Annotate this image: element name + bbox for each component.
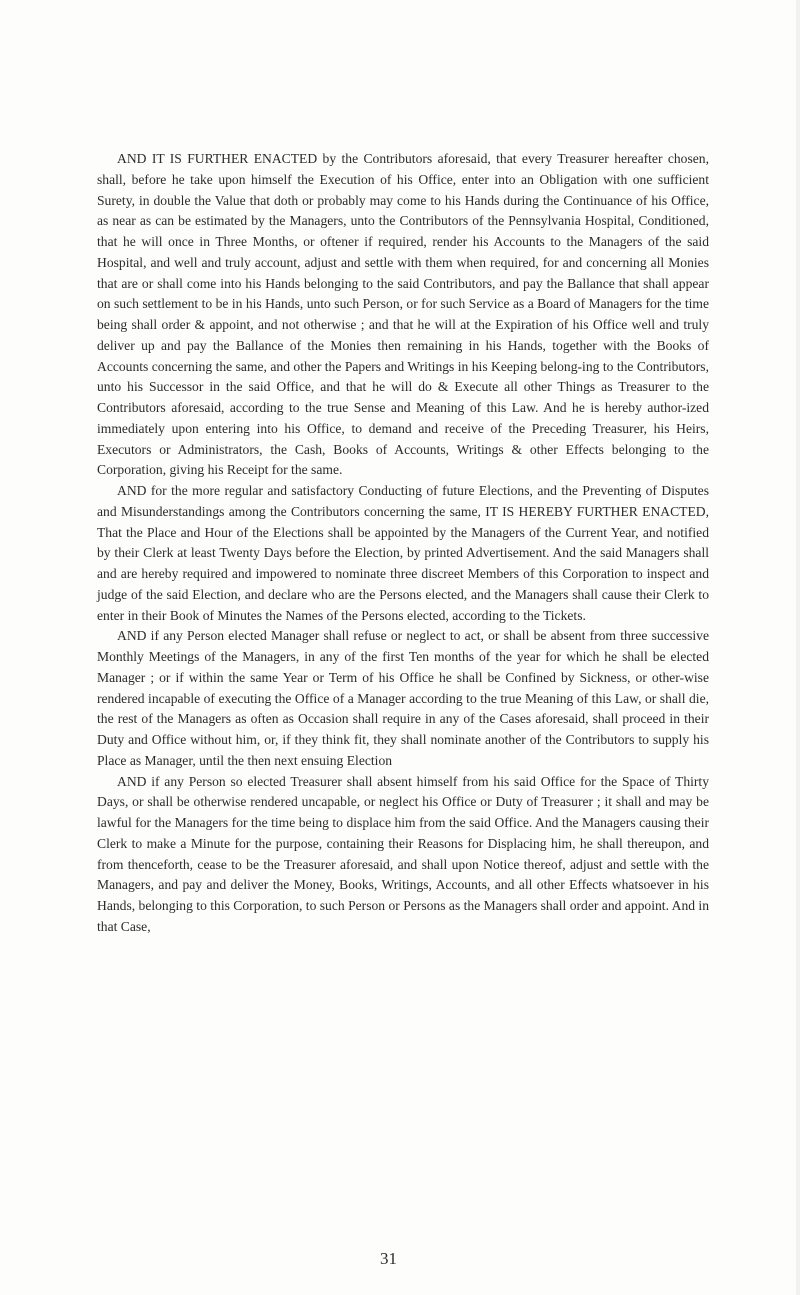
paragraph-manager-vacancy: AND if any Person elected Manager shall refuse or neglect to act, or shall be absent from three successive Monthly Meetings of the Managers, in any of the first Ten months of the year for which he shall be elected Manager ; or if within the same Year or Term of his Office he shall be Confined by Sickness, or other-wise rendered incapable of executing the Office of a Manager according to the true Meaning of this Law, or shall die, the rest of the Managers as often as Occasion shall require in any of the Cases aforesaid, shall proceed in their Duty and Office without him, or, if they think fit, they shall nominate another of the Contributors to supply his Place as Manager, until the then next ensuing Election: [97, 628, 709, 768]
body-text: [97, 149, 709, 938]
paragraph-elections: AND for the more regular and satisfactory Conducting of future Elections, and the Preventing of Disputes and Misunderstandings among the Contributors concerning the same, IT IS HEREBY FURTHER ENACTED, That the Place and Hour of the Elections shall be appointed by the Managers of the Current Year, and notified by their Clerk at least Twenty Days before the Election, by printed Advertisement. And the said Managers shall and are hereby required and impowered to nominate three discreet Members of this Corporation to inspect and judge of the said Election, and declare who are the Persons elected, and the Managers shall cause their Clerk to enter in their Book of Minutes the Names of the Persons elected, according to the Tickets.: [97, 483, 709, 623]
paragraph-treasurer-removal: AND if any Person so elected Treasurer shall absent himself from his said Office for the Space of Thirty Days, or shall be otherwise rendered uncapable, or neglect his Office or Duty of Treasurer ; it shall and may be lawful for the Managers for the time being to displace him from the said Office. And the Managers causing their Clerk to make a Minute for the purpose, containing their Reasons for Displacing him, he shall thereupon, and from thenceforth, cease to be the Treasurer aforesaid, and shall upon Notice thereof, adjust and settle with the Managers, and pay and deliver the Money, Books, Writings, Accounts, and all other Effects whatsoever in his Hands, belonging to this Corporation, to such Person or Persons as the Managers shall order and appoint. And in that Case,: [97, 773, 710, 934]
page-number: 31: [380, 1249, 397, 1268]
paragraph-treasurer-obligation: AND IT IS FURTHER ENACTED by the Contributors aforesaid, that every Treasurer hereafter chosen, shall, before he take upon himself the Execution of his Office, enter into an Obligation with one sufficient Surety, in double the Value that doth or probably may come to his Hands during the Continuance of his Office, as near as can be estimated by the Managers, unto the Contributors of the Pennsylvania Hospital, Conditioned, that he will once in Three Months, or oftener if required, render his Accounts to the Managers of the said Hospital, and well and truly account, adjust and settle with them when required, for and concerning all Monies that are or shall come into his Hands belonging to the said Contributors, and pay the Ballance that shall appear on such settlement to be in his Hands, unto such Person, or for such Service as a Board of Managers for the time being shall order & appoint, and not otherwise ; and that he will at the Expiration of his Office well and truly deliver up and pay the Ballance of the Monies then remaining in his Hands, together with the Books of Accounts concerning the same, and other the Papers and Writings in his Keeping belong-ing to the Contributors, unto his Successor in the said Office, and that he will do & Execute all other Things as Treasurer to the Contributors aforesaid, according to the true Sense and Meaning of this Law. And he is hereby author-ized immediately upon entering into his Office, to demand and receive of the Preceding Treasurer, his Heirs, Executors or Administrators, the Cash, Books of Accounts, Writings & other Effects belonging to the Corporation, giving his Receipt for the same.: [97, 151, 709, 478]
